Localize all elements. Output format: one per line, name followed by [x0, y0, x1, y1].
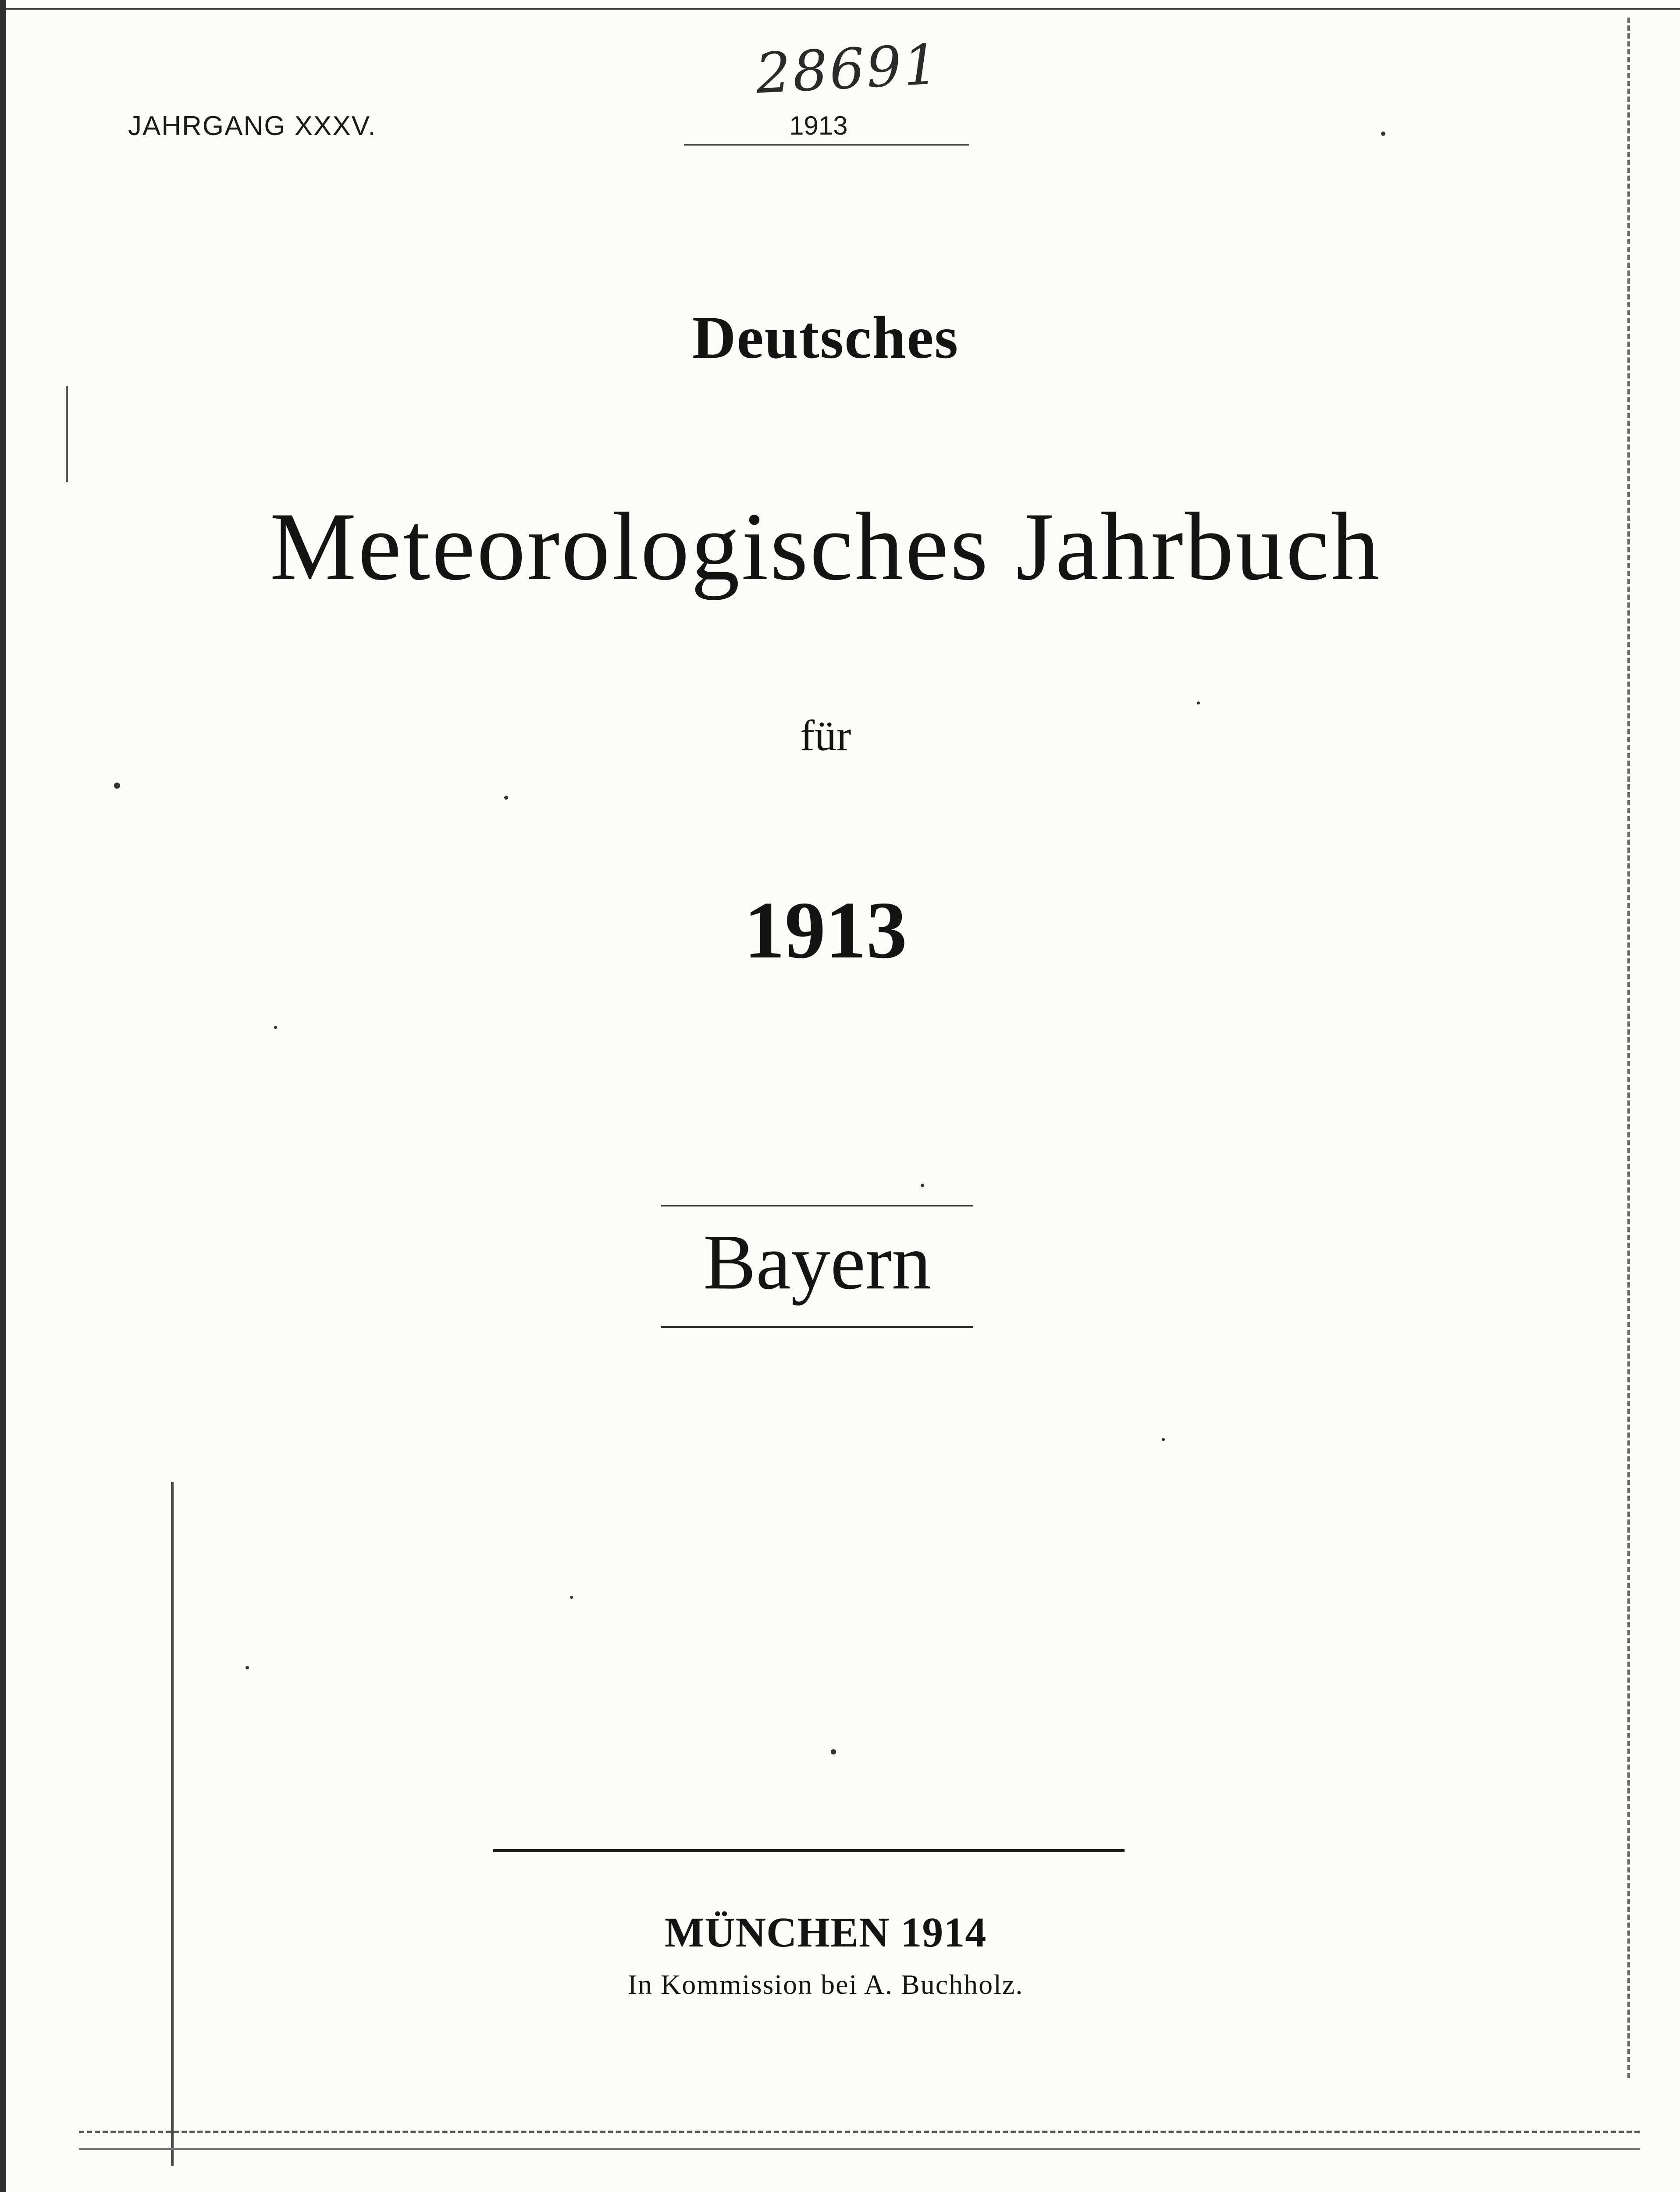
handwritten-catalog-number: 28691 — [754, 32, 942, 106]
header-year: 1913 — [789, 111, 848, 140]
imprint-publisher: In Kommission bei A. Buchholz. — [627, 1969, 1024, 2000]
region-name: Bayern — [703, 1218, 931, 1306]
title-line-2: Meteorologisches Jahrbuch — [270, 493, 1381, 601]
scan-artifact-left-upper — [66, 386, 68, 482]
title-year: 1913 — [744, 885, 907, 975]
header-rule — [684, 144, 969, 146]
dust-speck — [274, 1026, 277, 1029]
scan-artifact-left-lower — [171, 1482, 174, 2166]
scan-edge-top — [0, 0, 1680, 10]
region-rule-top — [661, 1205, 973, 1206]
dust-speck — [1162, 1438, 1165, 1441]
dust-speck — [831, 1749, 836, 1754]
title-line-3: für — [800, 711, 851, 760]
scan-edge-bottom-line — [79, 2148, 1640, 2150]
dust-speck — [570, 1596, 573, 1599]
region-rule-bottom — [661, 1326, 973, 1328]
imprint-rule — [493, 1849, 1125, 1852]
dust-speck — [114, 783, 120, 789]
volume-label: JAHRGANG XXXV. — [128, 111, 377, 141]
imprint-city-year: MÜNCHEN 1914 — [664, 1909, 987, 1956]
scan-edge-bottom — [79, 2131, 1640, 2133]
dust-speck — [921, 1184, 924, 1187]
title-line-1: Deutsches — [692, 304, 959, 371]
dust-speck — [1381, 132, 1385, 136]
dust-speck — [246, 1666, 249, 1669]
dust-speck — [504, 796, 508, 800]
dust-speck — [1197, 701, 1200, 705]
